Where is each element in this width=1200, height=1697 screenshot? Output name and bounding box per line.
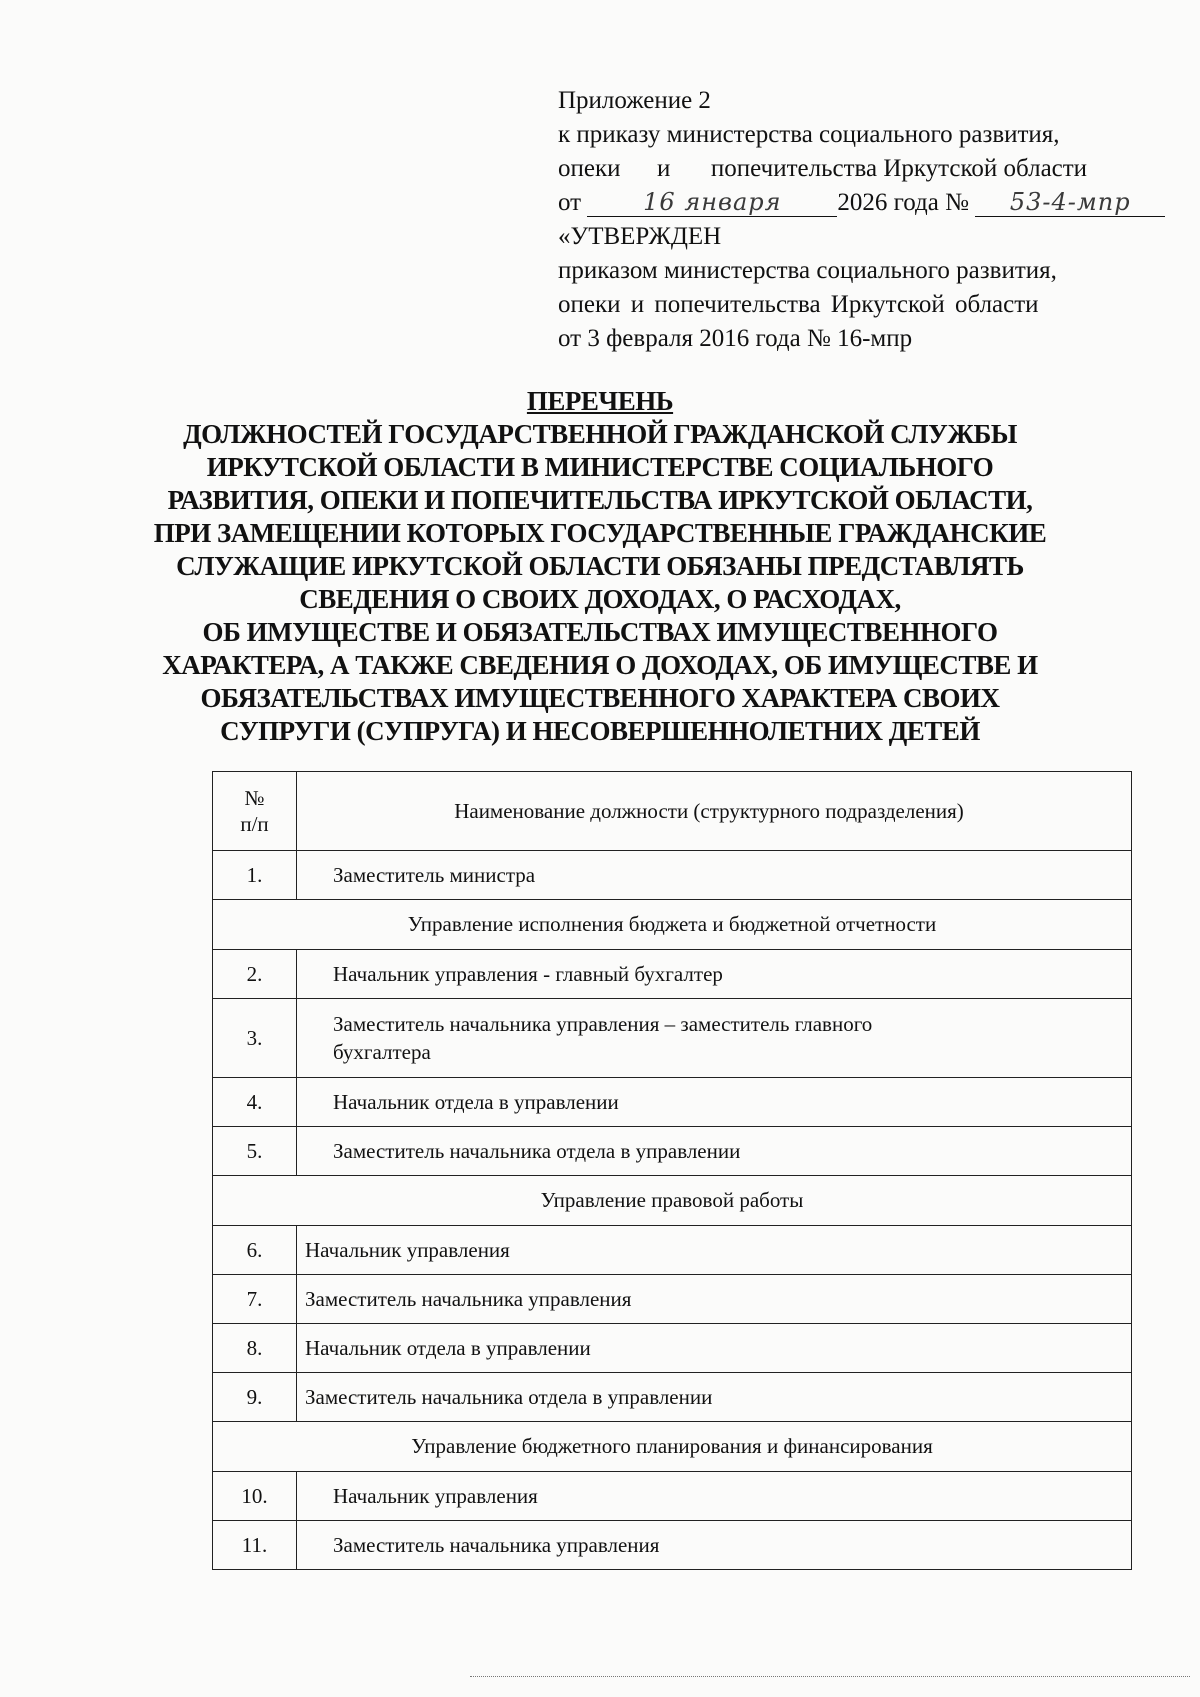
- position-name: Начальник отдела в управлении: [297, 1078, 1132, 1127]
- title-line: ДОЛЖНОСТЕЙ ГОСУДАРСТВЕННОЙ ГРАЖДАНСКОЙ СЛУЖБЫ: [183, 419, 1017, 449]
- order-line-2: опеки и попечительства Иркутской области: [558, 155, 1088, 182]
- approved-line-1: приказом министерства социального развития,: [558, 257, 1057, 284]
- row-number: 5.: [213, 1127, 297, 1176]
- section-row: [213, 900, 1132, 950]
- row-number: 4.: [213, 1078, 297, 1127]
- row-number: 10.: [213, 1472, 297, 1521]
- row-number: 9.: [213, 1373, 297, 1422]
- table-row: [213, 1521, 1132, 1570]
- header-name: Наименование должности (структурного подразделения): [297, 772, 1132, 851]
- appendix-header: [558, 84, 1158, 356]
- section-title: Управление бюджетного планирования и финансирования: [213, 1422, 1132, 1472]
- order-line-1: к приказу министерства социального развития,: [558, 121, 1060, 148]
- row-number: 8.: [213, 1324, 297, 1373]
- title-line: ПРИ ЗАМЕЩЕНИИ КОТОРЫХ ГОСУДАРСТВЕННЫЕ ГРАЖДАНСКИЕ: [153, 518, 1047, 548]
- title-line: ОБ ИМУЩЕСТВЕ И ОБЯЗАТЕЛЬСТВАХ ИМУЩЕСТВЕННОГО: [202, 617, 998, 647]
- position-name: Начальник управления - главный бухгалтер: [297, 950, 1132, 999]
- position-name: Заместитель начальника управления – заместитель главного бухгалтера: [297, 999, 1132, 1078]
- approved-label: «УТВЕРЖДЕН: [558, 223, 722, 250]
- title-line: СУПРУГИ (СУПРУГА) И НЕСОВЕРШЕННОЛЕТНИХ ДЕТЕЙ: [220, 716, 980, 746]
- document-title: [150, 385, 1050, 748]
- table-row: [213, 999, 1132, 1078]
- approved-line-2: опеки и попечительства Иркутской области: [558, 291, 1039, 318]
- table-row: [213, 851, 1132, 900]
- section-title: Управление исполнения бюджета и бюджетной отчетности: [213, 900, 1132, 950]
- positions-table: [212, 771, 1132, 1570]
- position-name: Начальник отдела в управлении: [297, 1324, 1132, 1373]
- position-name: Заместитель министра: [297, 851, 1132, 900]
- title-line: ОБЯЗАТЕЛЬСТВАХ ИМУЩЕСТВЕННОГО ХАРАКТЕРА СВОИХ: [200, 683, 1000, 713]
- table-row: [213, 1275, 1132, 1324]
- title-line: СЛУЖАЩИЕ ИРКУТСКОЙ ОБЛАСТИ ОБЯЗАНЫ ПРЕДСТАВЛЯТЬ: [176, 551, 1024, 581]
- table-header-row: [213, 772, 1132, 851]
- section-title: Управление правовой работы: [213, 1176, 1132, 1226]
- row-number: 3.: [213, 999, 297, 1078]
- title-line: ХАРАКТЕРА, А ТАКЖЕ СВЕДЕНИЯ О ДОХОДАХ, ОБ ИМУЩЕСТВЕ И: [162, 650, 1038, 680]
- section-row: [213, 1176, 1132, 1226]
- position-name: Заместитель начальника отдела в управлении: [297, 1127, 1132, 1176]
- row-number: 11.: [213, 1521, 297, 1570]
- position-name: Начальник управления: [297, 1472, 1132, 1521]
- table-row: [213, 1127, 1132, 1176]
- row-number: 1.: [213, 851, 297, 900]
- row-number: 2.: [213, 950, 297, 999]
- position-name: Начальник управления: [297, 1226, 1132, 1275]
- order-date-line: от 16 января 2026 года № 53-4-мпр: [558, 186, 1158, 220]
- handwritten-number: 53-4-мпр: [975, 188, 1165, 217]
- handwritten-date: 16 января: [587, 188, 837, 217]
- position-name: Заместитель начальника управления: [297, 1521, 1132, 1570]
- table-row: [213, 1078, 1132, 1127]
- table-row: [213, 1226, 1132, 1275]
- table-row: [213, 1472, 1132, 1521]
- table-row: [213, 950, 1132, 999]
- position-name: Заместитель начальника управления: [297, 1275, 1132, 1324]
- header-num: № п/п: [213, 772, 297, 851]
- table-row: [213, 1373, 1132, 1422]
- section-row: [213, 1422, 1132, 1472]
- table-row: [213, 1324, 1132, 1373]
- appendix-label: Приложение 2: [558, 87, 711, 114]
- row-number: 7.: [213, 1275, 297, 1324]
- row-number: 6.: [213, 1226, 297, 1275]
- scan-edge-mark: [470, 1676, 1190, 1677]
- title-line: ПЕРЕЧЕНЬ: [526, 386, 674, 416]
- title-line: СВЕДЕНИЯ О СВОИХ ДОХОДАХ, О РАСХОДАХ,: [299, 584, 901, 614]
- title-line: РАЗВИТИЯ, ОПЕКИ И ПОПЕЧИТЕЛЬСТВА ИРКУТСКОЙ ОБЛАСТИ,: [167, 485, 1033, 515]
- title-line: ИРКУТСКОЙ ОБЛАСТИ В МИНИСТЕРСТВЕ СОЦИАЛЬНОГО: [206, 452, 994, 482]
- approved-line-3: от 3 февраля 2016 года № 16-мпр: [558, 325, 913, 352]
- position-name: Заместитель начальника отдела в управлении: [297, 1373, 1132, 1422]
